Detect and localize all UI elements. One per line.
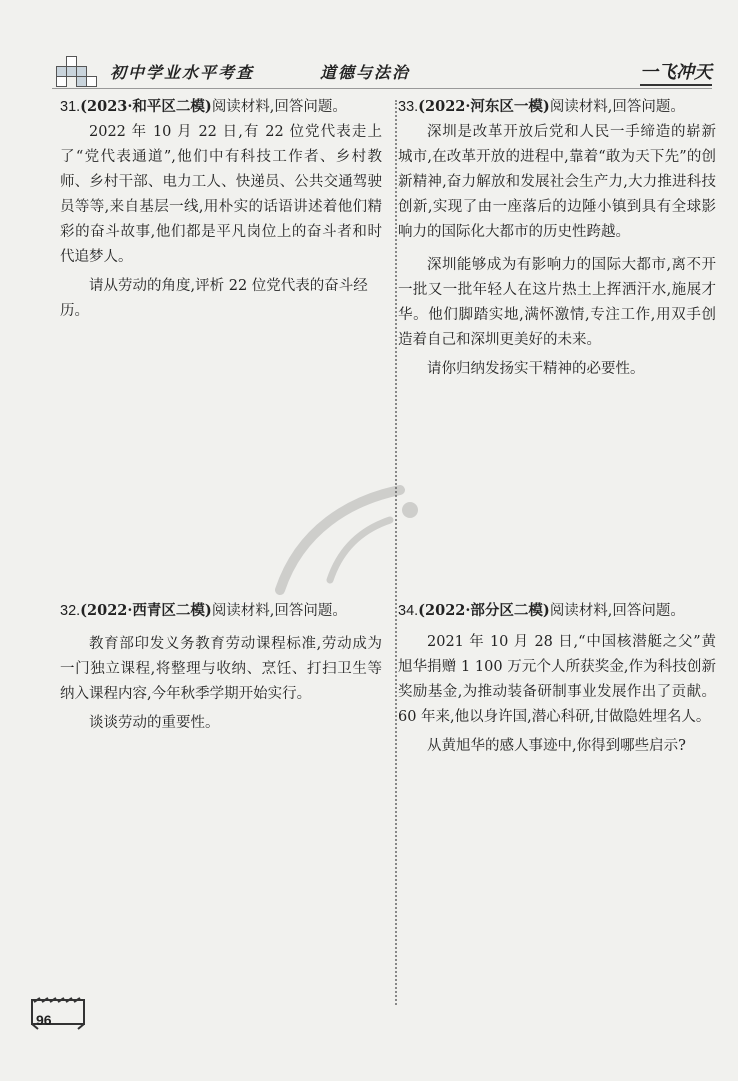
question-heading <box>398 94 716 120</box>
page-header <box>52 52 712 89</box>
question-prompt: 谈谈劳动的重要性。 <box>89 715 220 731</box>
question-33 <box>398 94 716 382</box>
question-instruction: 阅读材料,回答问题。 <box>211 99 347 115</box>
question-heading <box>60 94 382 120</box>
question-prompt: 请你归纳发扬实干精神的必要性。 <box>427 361 645 377</box>
question-heading <box>398 598 716 624</box>
question-instruction: 阅读材料,回答问题。 <box>549 603 685 619</box>
question-source-tag: (2022·河东区一模) <box>418 98 550 115</box>
question-prompt: 从黄旭华的感人事迹中,你得到哪些启示? <box>427 738 686 754</box>
material-text: 2022 年 10 月 22 日,有 22 位党代表走上了“党代表通道”,他们中有科技工作者、乡村教师、乡村干部、电力工人、快递员、公共交通驾驶员等等,来自基层一线,用朴实的话语讲述着他们精彩的奋斗故事,他们都是平凡岗位上的奋斗者和时代追梦人。 <box>60 124 382 265</box>
question-prompt: 请从劳动的角度,评析 22 位党代表的奋斗经历。 <box>60 278 368 319</box>
question-source-tag: (2022·部分区二模) <box>418 602 550 619</box>
question-number: 31. <box>60 99 81 115</box>
material-text-2: 深圳能够成为有影响力的国际大都市,离不开一批又一批年轻人在这片热土上挥洒汗水,施展才华。他们脚踏实地,满怀激情,专注工作,用双手创造着自己和深圳更美好的未来。 <box>398 257 716 348</box>
question-source-tag: (2023·和平区二模) <box>80 98 212 115</box>
question-number: 34. <box>398 603 419 619</box>
question-number: 32. <box>60 603 81 619</box>
brand-logo: 一飞冲天 <box>640 58 712 86</box>
question-instruction: 阅读材料,回答问题。 <box>211 603 347 619</box>
material-text-1: 深圳是改革开放后党和人民一手缔造的崭新城市,在改革开放的进程中,靠着“敢为天下先”的创新精神,奋力解放和发展社会生产力,大力推进科技创新,实现了由一座落后的边陲小镇到具有全球影响力的国际化大都市的历史性跨越。 <box>398 124 716 240</box>
question-31 <box>60 94 382 324</box>
subject-title: 道德与法治 <box>320 63 411 82</box>
question-number: 33. <box>398 99 419 115</box>
page-number: 96 <box>36 1012 52 1028</box>
question-34 <box>398 598 716 759</box>
book-title: 初中学业水平考查 <box>110 63 255 82</box>
flying-watermark-logo <box>240 470 500 610</box>
question-instruction: 阅读材料,回答问题。 <box>549 99 685 115</box>
question-source-tag: (2022·西青区二模) <box>80 602 212 619</box>
question-32 <box>60 598 382 736</box>
material-text: 2021 年 10 月 28 日,“中国核潜艇之父”黄旭华捐赠 1 100 万元个人所获奖金,作为科技创新奖励基金,为推动装备研制事业发展作出了贡献。60 年来,他以身许国,潜心科研,甘做隐姓埋名人。 <box>398 634 716 725</box>
question-heading <box>60 598 382 624</box>
material-text: 教育部印发义务教育劳动课程标准,劳动成为一门独立课程,将整理与收纳、烹饪、打扫卫生等纳入课程内容,今年秋季学期开始实行。 <box>60 636 382 702</box>
header-logo-blocks <box>56 54 100 86</box>
